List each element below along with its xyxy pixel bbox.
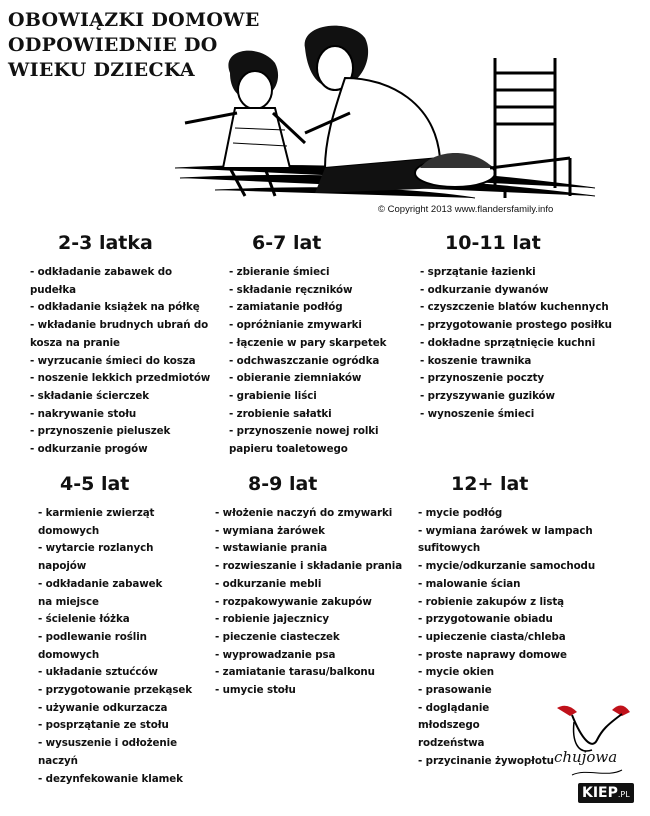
chore-item: - mycie/odkurzanie samochodu [418, 558, 598, 576]
chore-item: - wstawianie prania [215, 540, 415, 558]
chore-item: - opróżnianie zmywarki [229, 317, 414, 335]
chores-column-10-11 [420, 232, 620, 423]
chore-item: - składanie ścierczek [30, 388, 220, 406]
chore-item: - zamiatanie podłóg [229, 299, 414, 317]
chore-item: - odkurzanie mebli [215, 576, 415, 594]
chore-item: - mycie okien [418, 664, 598, 682]
age-heading: 12+ lat [451, 473, 529, 495]
age-heading: 2-3 latka [58, 232, 153, 254]
chore-item: - przyszywanie guzików [420, 388, 620, 406]
chore-item: - rozwieszanie i składanie prania [215, 558, 415, 576]
copyright-text: © Copyright 2013 www.flandersfamily.info [378, 204, 554, 215]
chore-item: - ścielenie łóżka [38, 611, 203, 629]
title-line: ODPOWIEDNIE DO [8, 34, 218, 56]
age-heading: 8-9 lat [248, 473, 318, 495]
chore-item: - układanie sztućców [38, 664, 203, 682]
chores-column-6-7 [229, 232, 414, 459]
chore-item: - odkładanie zabawek do pudełka [30, 264, 220, 299]
chore-item: - przynoszenie poczty [420, 370, 620, 388]
chore-item: - nakrywanie stołu [30, 406, 220, 424]
chore-item: - używanie odkurzacza [38, 700, 203, 718]
chore-item: - przygotowanie przekąsek [38, 682, 203, 700]
chore-item: - noszenie lekkich przedmiotów [30, 370, 220, 388]
girl-figure [185, 51, 305, 196]
chore-item: - proste naprawy domowe [418, 647, 598, 665]
chore-item: - przycinanie żywopłotu [418, 753, 598, 771]
age-heading: 10-11 lat [445, 232, 541, 254]
mother-daughter-illustration [175, 18, 605, 203]
chore-item: - wynoszenie śmieci [420, 406, 620, 424]
chores-column-4-5 [38, 473, 203, 788]
title-line: OBOWIĄZKI DOMOWE [8, 9, 260, 31]
chore-item: - umycie stołu [215, 682, 415, 700]
kiep-logo: KIEP.PL [578, 783, 634, 803]
chore-item: - przygotowanie obiadu [418, 611, 598, 629]
title-line: WIEKU DZIECKA [8, 59, 195, 81]
chore-item: - obieranie ziemniaków [229, 370, 414, 388]
chore-item: - zrobienie sałatki [229, 406, 414, 424]
chore-item: - włożenie naczyń do zmywarki [215, 505, 415, 523]
chore-item: - wysuszenie i odłożenie naczyń [38, 735, 178, 770]
chore-item: - mycie podłóg [418, 505, 598, 523]
chore-item: - malowanie ścian [418, 576, 598, 594]
chore-item: - składanie ręczników [229, 282, 414, 300]
age-heading: 4-5 lat [60, 473, 130, 495]
chore-item: - dezynfekowanie klamek [38, 771, 203, 789]
chore-item: - karmienie zwierząt domowych [38, 505, 168, 540]
chore-item: - przygotowanie prostego posiłku [420, 317, 620, 335]
chore-item: - odkurzanie progów [30, 441, 220, 459]
chore-item: - posprzątanie ze stołu [38, 717, 203, 735]
chore-item: - prasowanie [418, 682, 598, 700]
chore-item: - zbieranie śmieci [229, 264, 414, 282]
chore-item: - rozpakowywanie zakupów [215, 594, 415, 612]
chore-item: - zamiatanie tarasu/balkonu [215, 664, 415, 682]
chore-item: - podlewanie roślin domowych [38, 629, 153, 664]
chore-item: - upieczenie ciasta/chleba [418, 629, 598, 647]
chore-item: - robienie jajecznicy [215, 611, 415, 629]
chore-item: - koszenie trawnika [420, 353, 620, 371]
chore-item: - odkładanie książek na półkę [30, 299, 220, 317]
chore-item: - grabienie liści [229, 388, 414, 406]
chore-item: - przynoszenie nowej rolki papieru toaletowego [229, 423, 379, 458]
chore-item: - łączenie w pary skarpetek [229, 335, 414, 353]
chore-item: - doglądanie młodszego rodzeństwa [418, 700, 543, 753]
chore-item: - wkładanie brudnych ubrań do kosza na pranie [30, 317, 220, 352]
chore-item: - wyrzucanie śmieci do kosza [30, 353, 220, 371]
chore-item: - pieczenie ciasteczek [215, 629, 415, 647]
chore-item: - sprzątanie łazienki [420, 264, 620, 282]
chore-item: - wymiana żarówek [215, 523, 415, 541]
chore-item: - odkładanie zabawek na miejsce [38, 576, 173, 611]
chore-item: - robienie zakupów z listą [418, 594, 598, 612]
chore-item: - odkurzanie dywanów [420, 282, 620, 300]
chore-item: - wytarcie rozlanych napojów [38, 540, 203, 575]
chores-column-2-3 [30, 232, 220, 459]
chores-column-8-9 [215, 473, 415, 700]
signature-text: chujowa [554, 748, 618, 766]
chore-item: - dokładne sprzątnięcie kuchni [420, 335, 620, 353]
chore-item: - odchwaszczanie ogródka [229, 353, 414, 371]
chore-item: - czyszczenie blatów kuchennych [420, 299, 620, 317]
chore-item: - wyprowadzanie psa [215, 647, 415, 665]
age-heading: 6-7 lat [252, 232, 322, 254]
chore-item: - wymiana żarówek w lampach sufitowych [418, 523, 593, 558]
chore-item: - przynoszenie pieluszek [30, 423, 220, 441]
